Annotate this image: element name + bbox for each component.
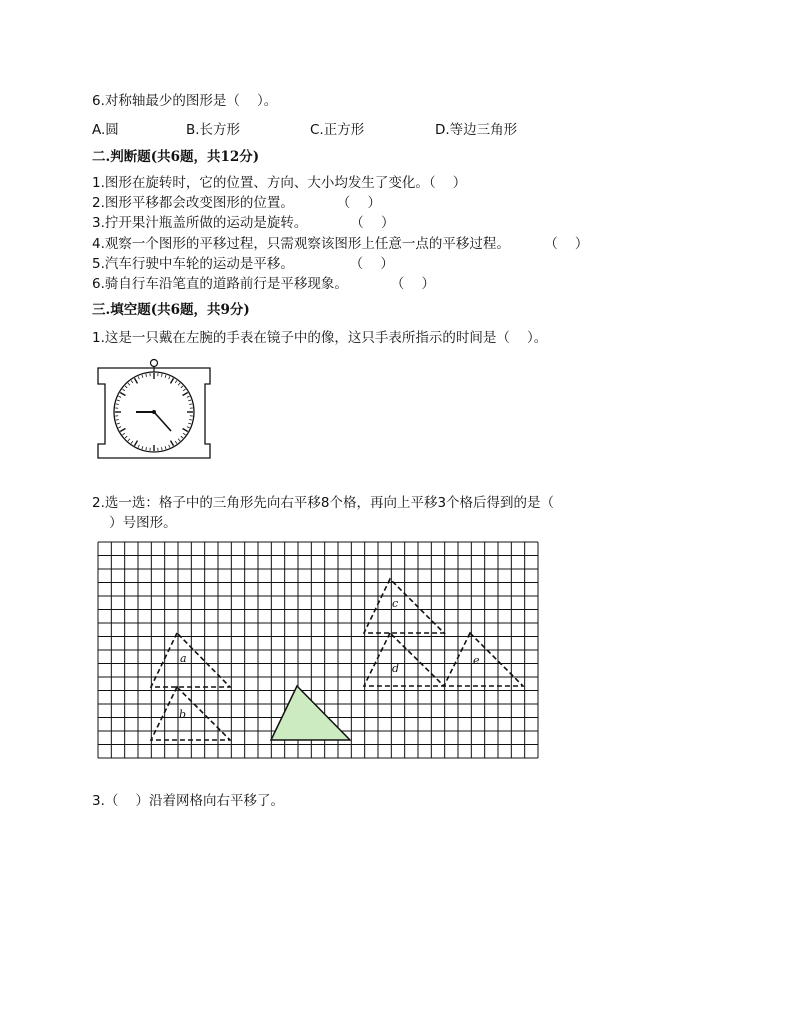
option-d: D.等边三角形 [435,122,518,138]
fill-question-1: 1.这是一只戴在左腕的手表在镜子中的像，这只手表所指示的时间是（ ）。 [92,330,548,346]
section-3-title: 三.填空题(共6题，共9分) [92,302,250,318]
fill-question-3: 3.（ ）沿着网格向右平移了。 [92,793,285,809]
triangle-c [364,579,444,633]
judge-item-6: 6.骑自行车沿笔直的道路前行是平移现象。 （ ） [92,276,435,292]
label-e: e [473,654,480,667]
judge-item-3: 3.拧开果汁瓶盖所做的运动是旋转。 （ ） [92,215,395,231]
clock-crown [151,360,158,367]
clock-center [152,410,156,414]
option-b: B.长方形 [186,122,241,138]
fill-question-2-line1: 2.选一选：格子中的三角形先向右平移8个格，再向上平移3个格后得到的是（ [92,495,555,511]
mirror-clock-figure [96,356,218,462]
judge-item-2: 2.图形平移都会改变图形的位置。 （ ） [92,195,381,211]
label-a: a [180,652,187,665]
option-c: C.正方形 [310,122,365,138]
question-6-text: 6.对称轴最少的图形是（ ）。 [92,93,278,109]
fill-question-2-line2: ）号图形。 [92,515,177,531]
option-a: A.圆 [92,122,119,138]
section-2-title: 二.判断题(共6题，共12分) [92,149,260,165]
judge-item-4: 4.观察一个图形的平移过程，只需观察该图形上任意一点的平移过程。 （ ） [92,236,589,252]
label-d: d [392,662,400,675]
judge-item-5: 5.汽车行驶中车轮的运动是平移。 （ ） [92,256,394,272]
judge-item-1: 1.图形在旋转时，它的位置、方向、大小均发生了变化。（ ） [92,175,467,191]
triangle-d [364,633,444,686]
label-c: c [392,597,399,610]
label-b: b [179,708,187,721]
translation-grid-figure [96,540,540,762]
